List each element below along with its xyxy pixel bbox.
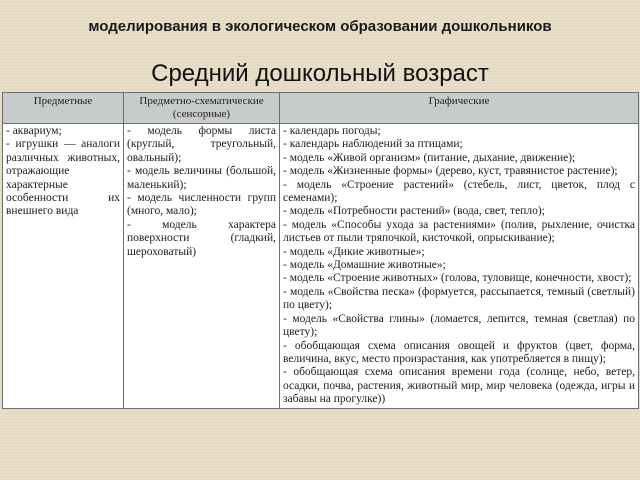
slide-title: моделирования в экологическом образовании дошкольников [88,18,552,35]
slide-subtitle: Средний дошкольный возраст [151,60,489,87]
list-item: - модель «Строение растений» (стебель, лист, цветок, плод с семенами); [283,178,635,205]
list-item: - календарь погоды; [283,125,381,137]
list-item: - модель «Потребности растений» (вода, свет, тепло); [283,205,545,218]
list-item: - модель «Свойства песка» (формуется, рассыпается, темный (светлый) по цвету); [283,285,635,312]
list-item: - модель численности групп (много, мало); [127,192,276,218]
list-item: - модель «Способы ухода за растениями» (полив, рыхление, очистка листьев от пыли тряпочкой, кисточкой, опрыскивание); [283,218,635,245]
list-item: - модель формы листа (круглый, треугольный, овальный); [127,125,276,164]
list-item: - модель «Дикие животные»; [283,245,425,258]
list-item: - модель характера поверхности (гладкий, шероховатый) [127,218,276,258]
list-item: - обобщающая схема описания овощей и фруктов (цвет, форма, величина, вкус, место произрастания, как употребляется в пищу); [283,339,635,365]
cell-object-models [3,124,124,409]
list-item: - игрушки — аналоги различных животных, отражающие характерные особенности их внешнего вида [6,138,120,218]
list-item: - модель «Свойства глины» (ломается, лепится, темная (светлая) по цвету); [283,312,635,339]
table-header-row [3,93,639,124]
list-item: - модель величины (большой, маленький); [127,165,276,191]
column-header-object: Предметные [3,93,124,124]
list-item: - обобщающая схема описания времени года (солнце, небо, ветер, осадки, почва, растения, животный мир, мир человека (одежда, игры и забавы на прогулке)) [283,366,635,406]
cell-graphic-models [280,124,639,409]
models-table [2,92,639,409]
list-item: - модель «Строение животных» (голова, туловище, конечности, хвост); [283,272,632,285]
list-item: - модель «Живой организм» (питание, дыхание, движение); [283,151,576,164]
cell-schematic-models [124,124,280,409]
list-item: - модель «Жизненные формы» (дерево, куст, травянистое растение); [283,165,618,178]
column-header-graphic: Графические [280,93,639,124]
list-item: - модель «Домашние животные»; [283,259,446,272]
table-row [3,124,639,409]
column-header-schematic: Предметно-схематические (сенсорные) [124,93,280,124]
list-item: - календарь наблюдений за птицами; [283,138,463,151]
list-item: - аквариум; [6,125,62,137]
